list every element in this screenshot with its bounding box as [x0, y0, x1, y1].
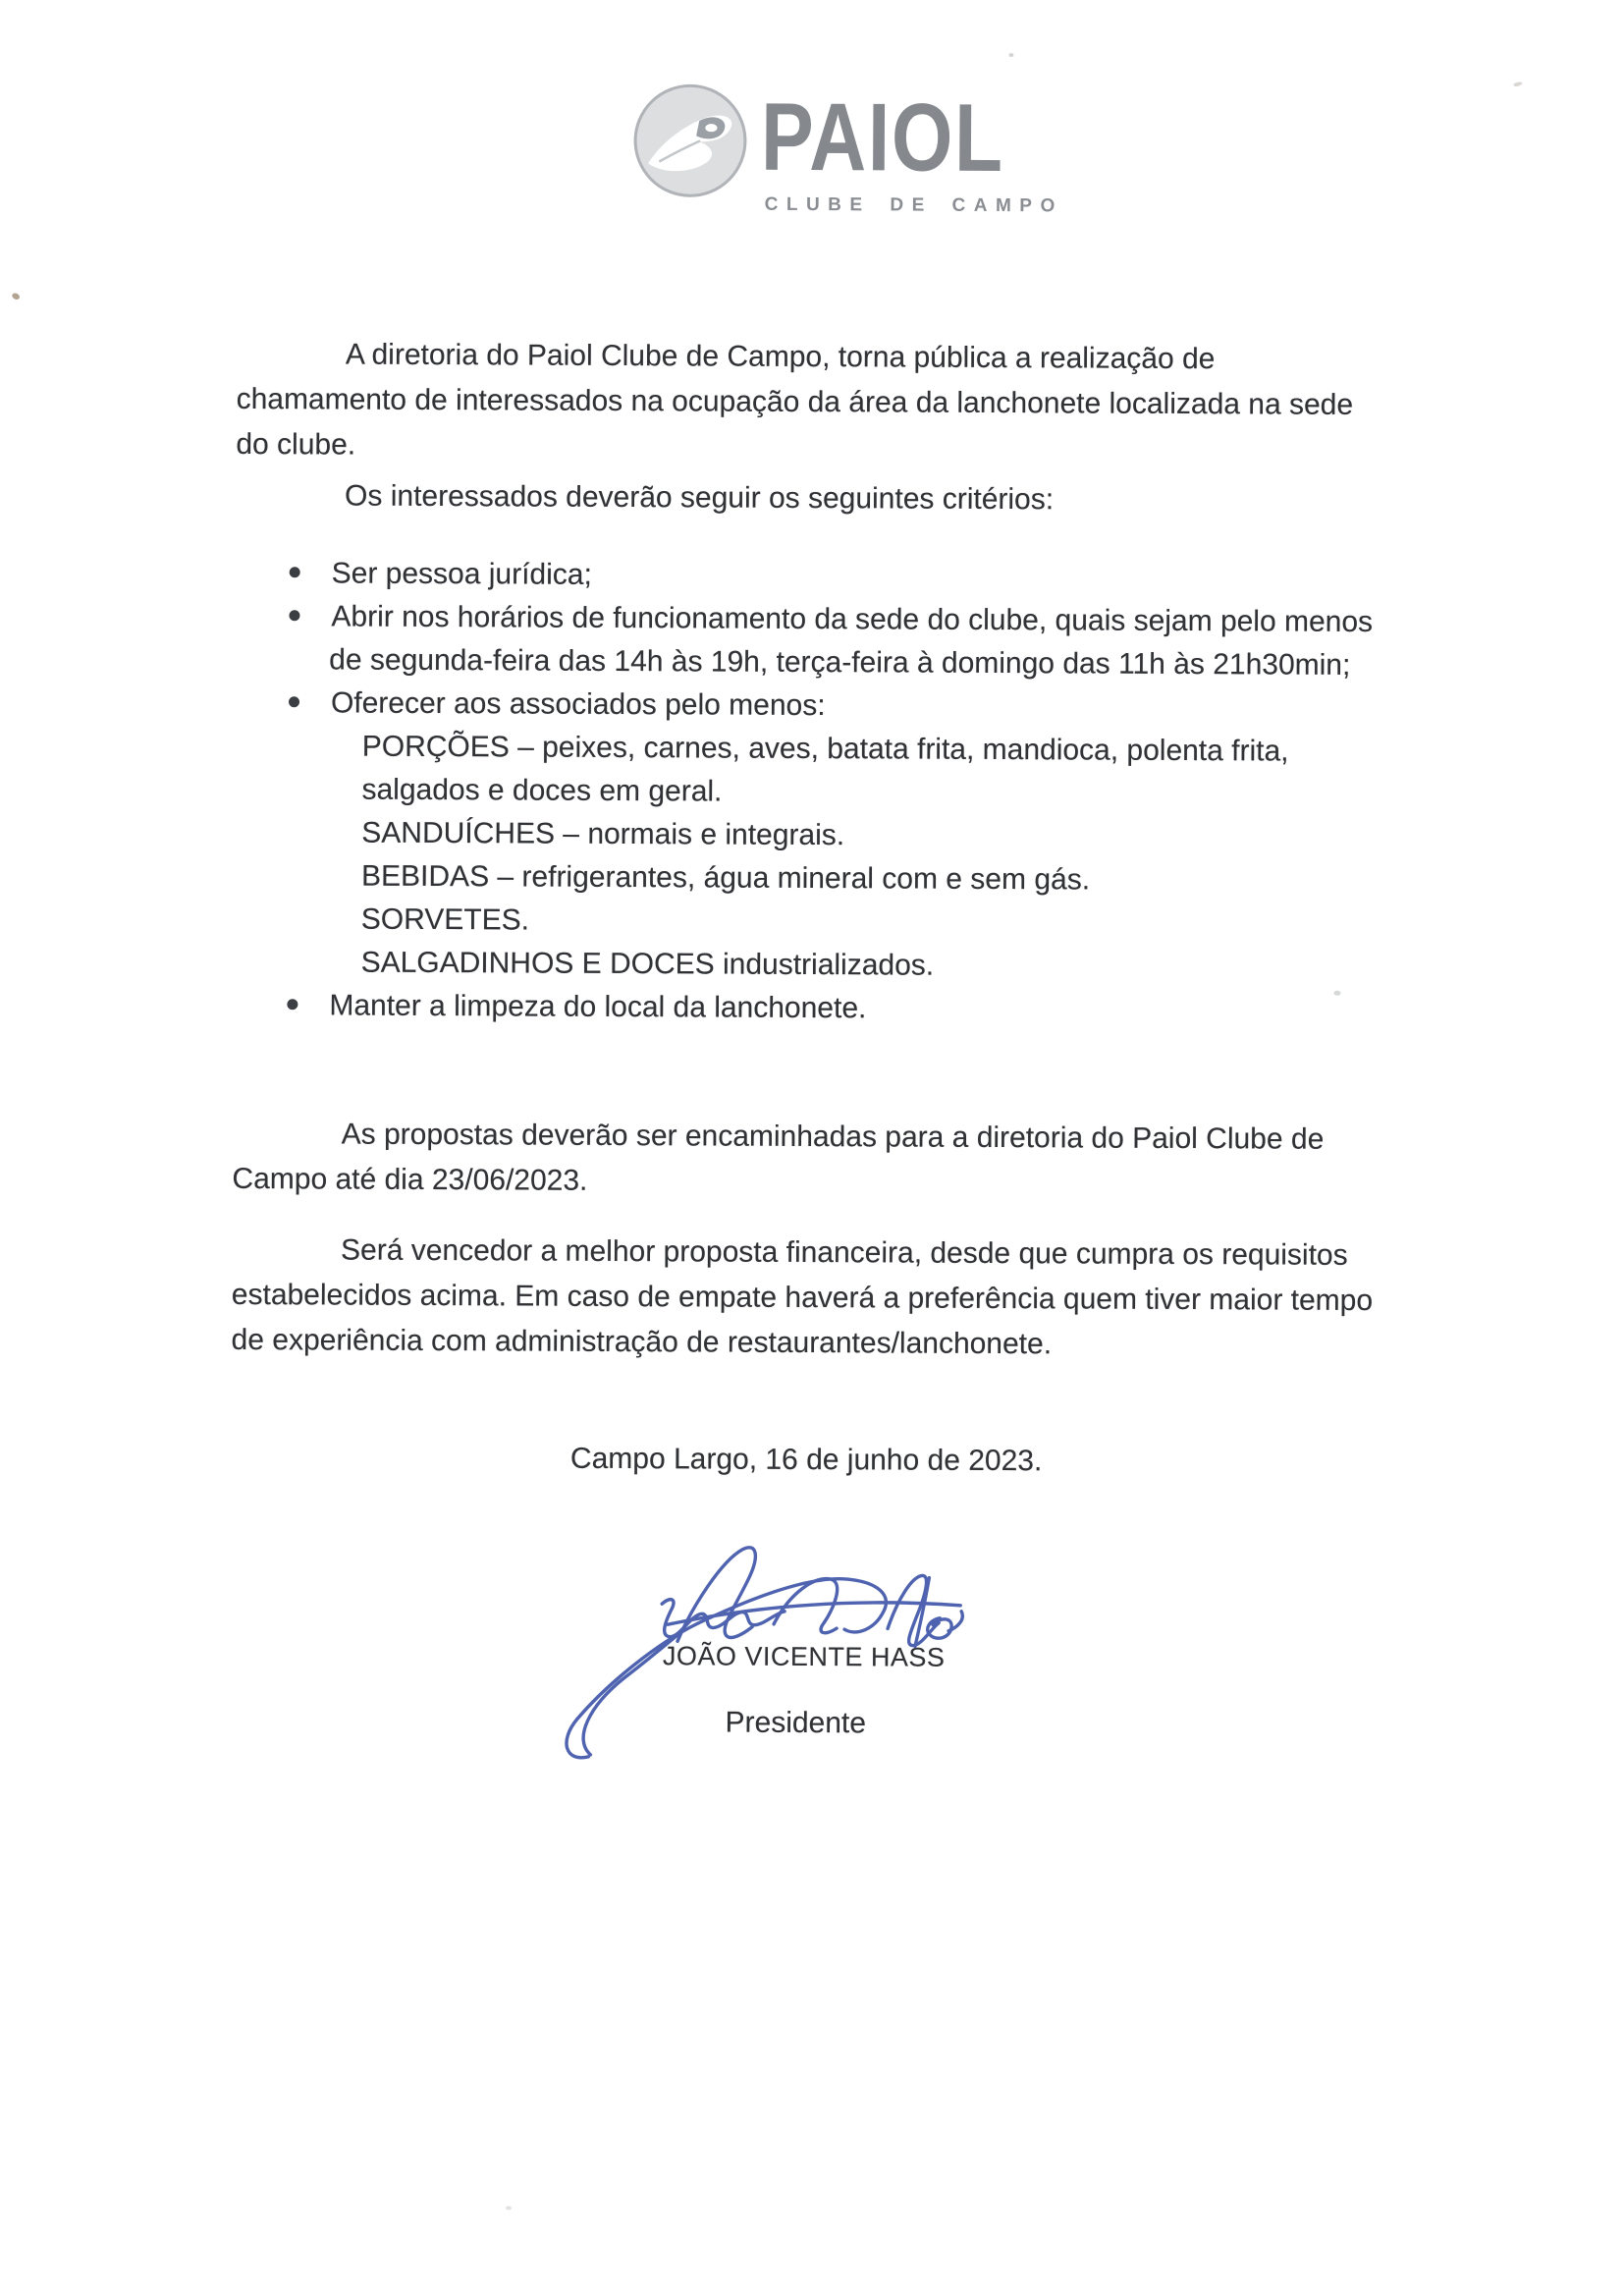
- paragraph-deadline: [232, 1112, 1498, 1209]
- paragraph-criteria-intro: [236, 473, 1502, 525]
- list-item-text: Ser pessoa jurídica;: [331, 557, 592, 591]
- list-item-text: PORÇÕES – peixes, carnes, aves, batata frita, mandioca, polenta frita,: [361, 730, 1289, 768]
- text-line: Os interessados deverão seguir os seguintes critérios:: [345, 479, 1055, 517]
- paragraph-winner: [231, 1228, 1498, 1370]
- list-item-text: SORVETES.: [360, 902, 530, 937]
- signatory-title: Presidente: [725, 1706, 867, 1740]
- criteria-list: [233, 552, 1373, 1033]
- list-subitem: [235, 725, 1373, 774]
- list-item-text: Manter a limpeza do local da lanchonete.: [329, 989, 867, 1025]
- text-line: estabelecidos acima. Em caso de empate haverá a preferência quem tiver maior tempo: [231, 1278, 1374, 1317]
- brand-name: PAIOL: [760, 82, 1005, 192]
- text-line: A diretoria do Paiol Clube de Campo, torna pública a realização de: [345, 338, 1216, 376]
- list-item: [235, 682, 1373, 731]
- list-subitem: [234, 898, 1372, 947]
- logo-text-block: [761, 57, 1064, 218]
- paragraph-announcement: [236, 332, 1503, 474]
- list-subitem: [234, 941, 1372, 990]
- list-item-text: Oferecer aos associados pelo menos:: [330, 686, 826, 723]
- bullet-icon: [287, 999, 298, 1010]
- list-item: [233, 984, 1371, 1033]
- list-item-text: de segunda-feira das 14h às 19h, terça-feira à domingo das 11h às 21h30min;: [329, 643, 1351, 682]
- list-item: [236, 552, 1374, 601]
- scan-speck: [1333, 991, 1340, 996]
- scan-speck: [11, 292, 21, 301]
- text-line: Campo até dia 23/06/2023.: [232, 1162, 588, 1197]
- list-item-text: BEBIDAS – refrigerantes, água mineral com e sem gás.: [360, 859, 1091, 897]
- list-item-text: Abrir nos horários de funcionamento da sede do clube, quais sejam pelo menos: [331, 600, 1374, 638]
- text-line: As propostas deverão ser encaminhadas para a diretoria do Paiol Clube de: [341, 1118, 1325, 1156]
- paiol-emblem-icon: [631, 82, 752, 202]
- list-item-text: SANDUÍCHES – normais e integrais.: [361, 816, 845, 852]
- scan-speck: [506, 2206, 512, 2210]
- list-subitem: [234, 811, 1372, 860]
- text-line: chamamento de interessados na ocupação da área da lanchonete localizada na sede: [236, 382, 1354, 421]
- bullet-icon: [290, 567, 300, 577]
- scan-speck: [1008, 53, 1013, 57]
- text-line: de experiência com administração de restaurantes/lanchonete.: [231, 1323, 1053, 1361]
- text-line: Será vencedor a melhor proposta financeira, desde que cumpra os requisitos: [341, 1233, 1348, 1272]
- signatory-name: JOÃO VICENTE HASS: [662, 1641, 946, 1672]
- date-line: Campo Largo, 16 de junho de 2023.: [569, 1442, 1043, 1478]
- list-item-text: SALGADINHOS E DOCES industrializados.: [360, 946, 935, 982]
- list-item-continuation: [235, 638, 1373, 687]
- bullet-icon: [289, 610, 299, 621]
- list-subitem: [234, 854, 1372, 903]
- list-subitem: [234, 768, 1372, 817]
- paiol-logo: [631, 56, 1064, 217]
- bullet-icon: [289, 696, 299, 707]
- scan-speck: [1513, 82, 1523, 87]
- list-item: [235, 595, 1373, 644]
- text-line: do clube.: [236, 427, 356, 462]
- list-item-text: salgados e doces em geral.: [361, 773, 723, 808]
- brand-tagline: CLUBE DE CAMPO: [764, 193, 1063, 217]
